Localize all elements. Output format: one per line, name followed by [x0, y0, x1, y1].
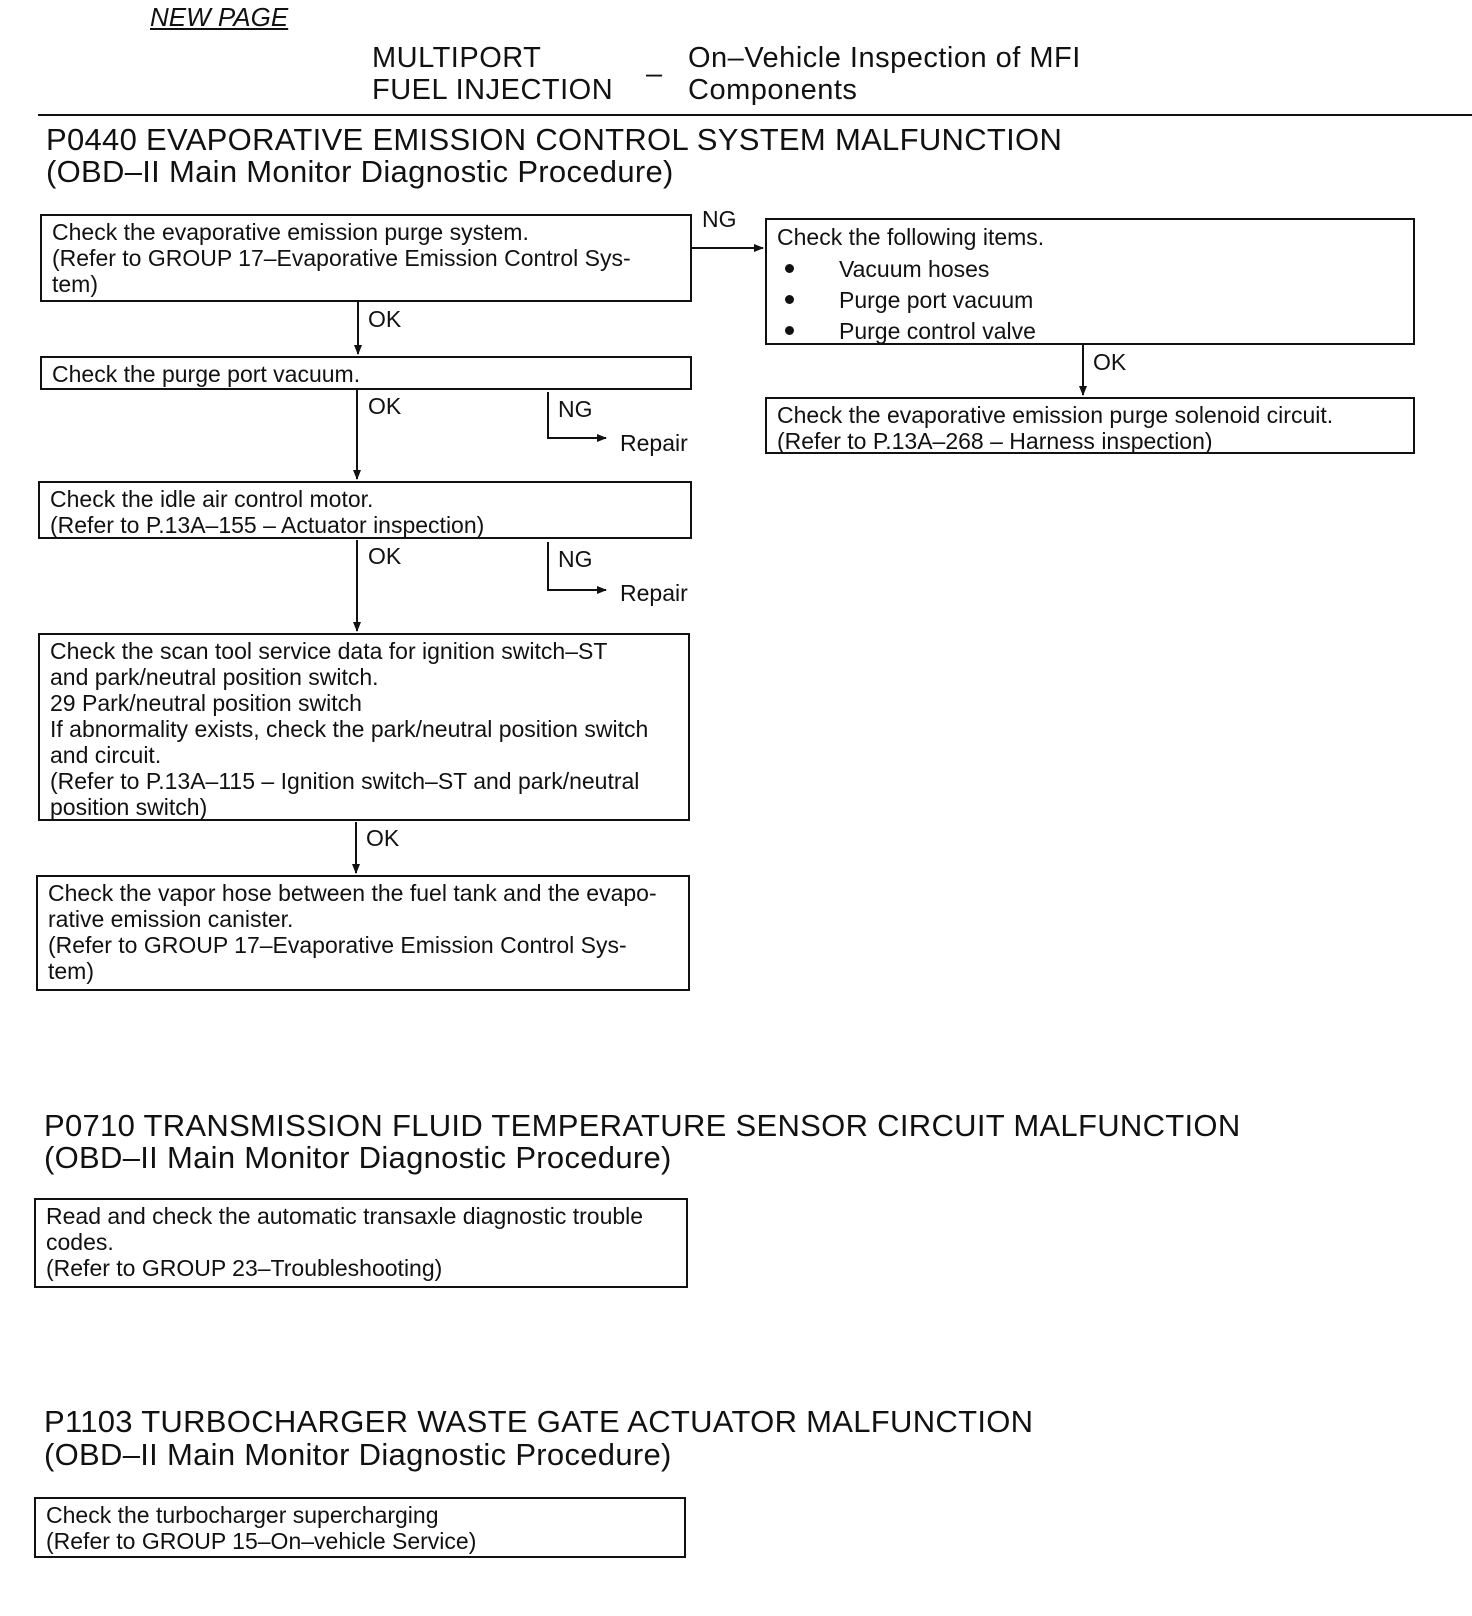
check-items-title: Check the following items. [777, 224, 1045, 250]
p1103-step-box [34, 1497, 686, 1558]
header-dash: – [646, 58, 663, 90]
repair-label: Repair [620, 580, 688, 606]
p0710-subtitle: (OBD–II Main Monitor Diagnostic Procedure) [44, 1140, 672, 1175]
check-item-label: Purge port vacuum [839, 286, 1034, 313]
p0440-solenoid-text: Check the evaporative emission purge solenoid circuit. (Refer to P.13A–268 – Harness inspection) [777, 402, 1334, 454]
p0710-step-box [34, 1198, 688, 1288]
ng-label: NG [558, 546, 593, 572]
section-name-line2: FUEL INJECTION [372, 74, 614, 106]
subsection-name-line2: Components [688, 74, 858, 106]
section-name-line1: MULTIPORT [372, 42, 542, 74]
p0440-step2-text: Check the purge port vacuum. [52, 361, 361, 387]
ok-label: OK [368, 543, 402, 569]
repair-label: Repair [620, 430, 688, 456]
p0440-step4-text: Check the scan tool service data for ignition switch–ST and park/neutral position switch. 29 Park/neutral position switch If abnormality exists, check the park/neutral position switch and circuit. (Refer to P.13A–115 – Ignition switch–ST and park/neutral position switch) [50, 638, 649, 820]
p0440-title: P0440 EVAPORATIVE EMISSION CONTROL SYSTEM MALFUNCTION [46, 122, 1063, 157]
subsection-name-line1: On–Vehicle Inspection of MFI [688, 42, 1081, 74]
p0440-step3-text: Check the idle air control motor. (Refer to P.13A–155 – Actuator inspection) [50, 486, 485, 538]
ok-label: OK [1093, 349, 1127, 375]
p0710-step-text: Read and check the automatic transaxle diagnostic trouble codes. (Refer to GROUP 23–Troubleshooting) [46, 1203, 644, 1281]
ok-label: OK [368, 306, 402, 332]
p1103-step-text: Check the turbocharger supercharging (Refer to GROUP 15–On–vehicle Service) [46, 1502, 477, 1554]
p1103-title: P1103 TURBOCHARGER WASTE GATE ACTUATOR MALFUNCTION [44, 1404, 1034, 1439]
check-item-label: Vacuum hoses [839, 255, 990, 282]
p0440-subtitle: (OBD–II Main Monitor Diagnostic Procedure) [46, 154, 674, 189]
p0710-title: P0710 TRANSMISSION FLUID TEMPERATURE SENSOR CIRCUIT MALFUNCTION [44, 1108, 1241, 1143]
ok-label: OK [366, 825, 400, 851]
p1103-subtitle: (OBD–II Main Monitor Diagnostic Procedure) [44, 1437, 672, 1472]
ng-label: NG [702, 206, 737, 232]
ok-label: OK [368, 393, 402, 419]
p0440-step5-text: Check the vapor hose between the fuel tank and the evapo- rative emission canister. (Refer to GROUP 17–Evaporative Emission Control Sys- tem) [48, 880, 657, 984]
ng-label: NG [558, 396, 593, 422]
new-page-label: NEW PAGE [150, 2, 289, 32]
p0440-step1-text: Check the evaporative emission purge system. (Refer to GROUP 17–Evaporative Emission Control Sys- tem) [52, 219, 631, 297]
check-item-label: Purge control valve [839, 317, 1036, 344]
